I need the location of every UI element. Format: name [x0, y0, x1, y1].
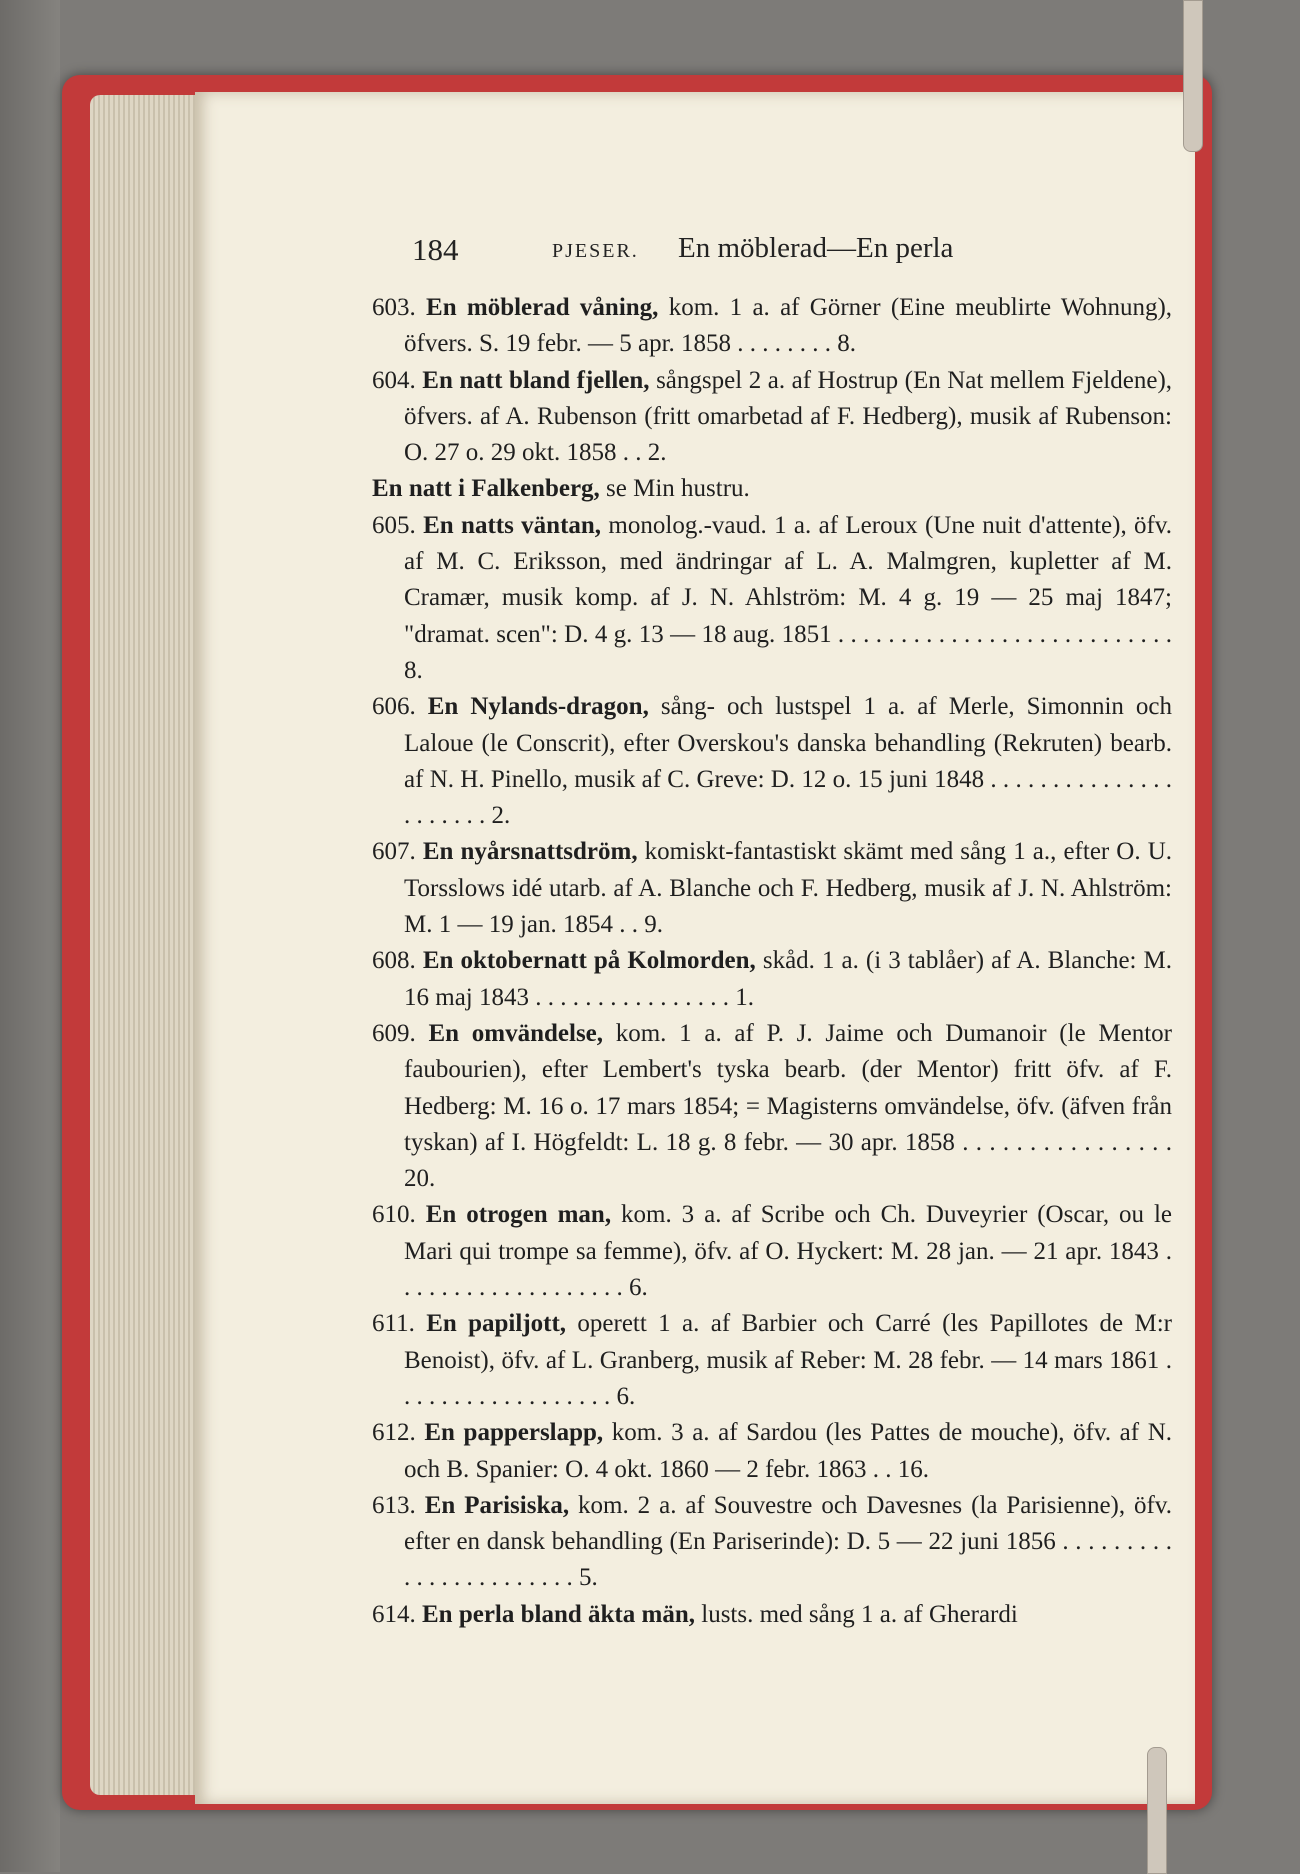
- entry-title: En möblerad våning,: [426, 294, 659, 321]
- entry-title: En perla bland äkta män,: [422, 1600, 695, 1628]
- page-clip-bottom: [1147, 1747, 1167, 1874]
- entry-title: En otrogen man,: [425, 1201, 612, 1229]
- entry-text: kom. 3 a. af Scribe och Ch. Duveyrier (Oscar, ou le Mari qui trompe sa femme), öfv. af O. Hyckert: M. 28 jan. — 21 apr. 1843 . . . . . . . . . . . . . . . . . . . 6.: [404, 1201, 1172, 1302]
- entry-611: [372, 1306, 1172, 1415]
- entry-number: 611.: [372, 1310, 415, 1338]
- entry-number: 614.: [372, 1600, 416, 1628]
- entry-614: [372, 1597, 1172, 1633]
- entry-612: [372, 1415, 1172, 1488]
- entry-title: En natt bland fjellen,: [422, 366, 650, 394]
- entry-number: 604.: [372, 366, 416, 394]
- entry-title: En Parisiska,: [424, 1491, 570, 1519]
- section-label: PJESER.: [552, 240, 639, 262]
- entry-text: kom. 3 a. af Sardou (les Pattes de mouche), öfv. af N. och B. Spanier: O. 4 okt. 1860 — 2 febr. 1863 . . 16.: [404, 1419, 1173, 1483]
- entry-list: [372, 290, 1172, 1633]
- background-shadow: [0, 0, 60, 1872]
- entry-cross-reference: [372, 471, 1172, 507]
- entry-text: lusts. med sång 1 a. af Gherardi: [701, 1600, 1018, 1628]
- entry-title: En papperslapp,: [424, 1419, 604, 1447]
- entry-title: En natts väntan,: [423, 511, 602, 539]
- entry-text: sång- och lustspel 1 a. af Merle, Simonnin och Laloue (le Conscrit), efter Overskou's danska behandling (Rekruten) bearb. af N. H. Pinello, musik af C. Greve: D. 12 o. 15 juni 1848 . . . . . . . . . . . . . . . . . . . . . . 2.: [404, 693, 1172, 830]
- entry-606: [372, 689, 1172, 834]
- entry-text: se Min hustru.: [606, 475, 750, 503]
- running-title: En möblerad—En perla: [678, 232, 954, 264]
- entry-text: sångspel 2 a. af Hostrup (En Nat mellem Fjeldene), öfvers. af A. Rubenson (fritt omarbetad af F. Hedberg), musik af Rubenson: O. 27 o. 29 okt. 1858 . . 2.: [404, 366, 1173, 467]
- entry-609: [372, 1016, 1172, 1197]
- page-number: 184: [412, 232, 459, 267]
- entry-text: monolog.-vaud. 1 a. af Leroux (Une nuit d'attente), öfv. af M. C. Eriksson, med ändringar af L. A. Malmgren, kupletter af M. Cramær, musik komp. af J. N. Ahlström: M. 4 g. 19 — 25 maj 1847; "dramat. scen": D. 4 g. 13 — 18 aug. 1851 . . . . . . . . . . . . . . . . . . . . . . . . . . . 8.: [404, 511, 1173, 684]
- page-clip-top: [1183, 0, 1203, 152]
- entry-605: [372, 508, 1172, 689]
- entry-text: skåd. 1 a. (i 3 tablåer) af A. Blanche: M. 16 maj 1843 . . . . . . . . . . . . . . . . 1.: [404, 947, 1173, 1011]
- entry-603: [372, 290, 1172, 363]
- entry-number: 606.: [372, 693, 416, 721]
- entry-number: 612.: [372, 1419, 416, 1447]
- entry-number: 609.: [372, 1019, 416, 1047]
- entry-title: En nyårsnattsdröm,: [422, 838, 638, 866]
- entry-title: En oktobernatt på Kolmorden,: [422, 947, 756, 975]
- entry-title: En natt i Falkenberg,: [372, 475, 600, 503]
- entry-number: 603.: [372, 294, 416, 321]
- entry-text: kom. 1 a. af P. J. Jaime och Dumanoir (le Mentor faubourien), efter Lembert's tyska bearb. (der Mentor) fritt öfv. af F. Hedberg: M. 16 o. 17 mars 1854; = Magisterns omvändelse, öfv. (äfven från tyskan) af I. Högfeldt: L. 18 g. 8 febr. — 30 apr. 1858 . . . . . . . . . . . . . . . . 20.: [404, 1019, 1172, 1193]
- page-edges: [90, 95, 210, 1795]
- entry-number: 613.: [372, 1491, 416, 1519]
- entry-text: komiskt-fantastiskt skämt med sång 1 a., efter O. U. Torsslows idé utarb. af A. Blanche och F. Hedberg, musik af J. N. Ahlström: M. 1 — 19 jan. 1854 . . 9.: [404, 838, 1172, 939]
- entry-title: En omvändelse,: [428, 1019, 604, 1047]
- entry-610: [372, 1197, 1172, 1306]
- entry-number: 607.: [372, 838, 416, 866]
- entry-number: 608.: [372, 947, 416, 975]
- entry-613: [372, 1488, 1172, 1597]
- entry-604: [372, 363, 1172, 472]
- page-header: [412, 232, 1012, 272]
- entry-title: En papiljott,: [426, 1310, 567, 1338]
- entry-number: 605.: [372, 511, 416, 539]
- entry-text: kom. 2 a. af Souvestre och Davesnes (la Parisienne), öfv. efter en dansk behandling (En Pariserinde): D. 5 — 22 juni 1856 . . . . . . . . . . . . . . . . . . . . . . . 5.: [404, 1491, 1173, 1592]
- entry-text: kom. 1 a. af Görner (Eine meublirte Wohnung), öfvers. S. 19 febr. — 5 apr. 1858 . . . . . . . . 8.: [404, 294, 1173, 358]
- entry-title: En Nylands-dragon,: [427, 693, 649, 721]
- entry-number: 610.: [372, 1201, 416, 1229]
- entry-607: [372, 834, 1172, 943]
- entry-608: [372, 943, 1172, 1016]
- entry-text: operett 1 a. af Barbier och Carré (les Papillotes de M:r Benoist), öfv. af L. Granberg, musik af Reber: M. 28 febr. — 14 mars 1861 . . . . . . . . . . . . . . . . . . 6.: [404, 1310, 1172, 1410]
